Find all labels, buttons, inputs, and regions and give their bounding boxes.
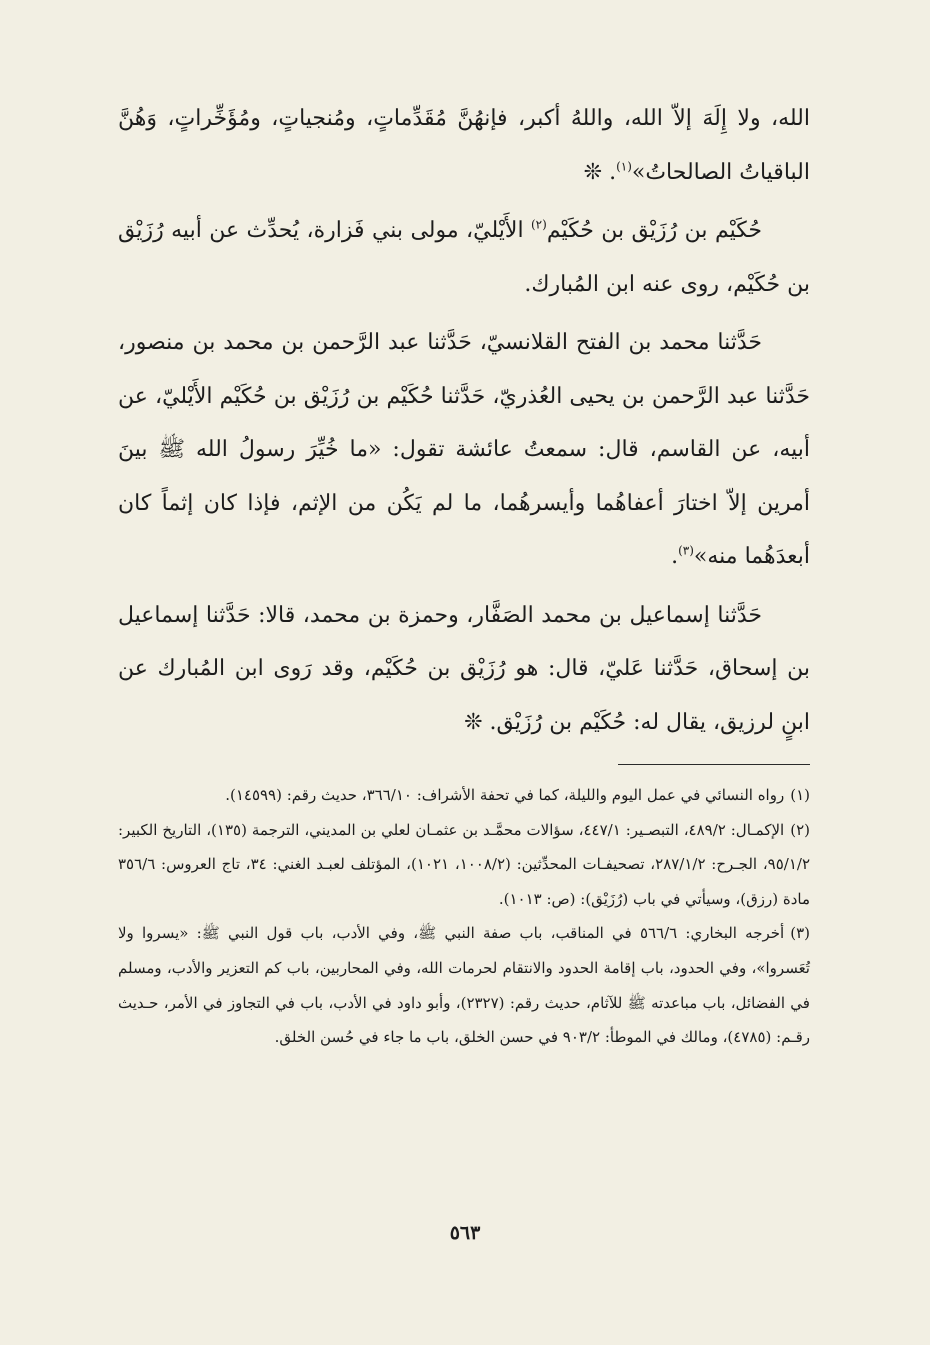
paragraph-1-end: . ❊ [583,159,617,185]
footnote-ref-3[interactable]: (٣) [678,543,694,558]
paragraph-3-end: . [671,544,679,569]
footnote-text: الإكمـال: ٤٨٩/٢، التبصـير: ٤٤٧/١، سؤالات محمَّـد بن عثمـان لعلي بن المديني، الترجمة (١٣٥)، التاريخ الكبير: ٩٥/١/٢، الجـرح: ٢٨٧/١/٢، تصحيفـات المحدِّثين: (١٠٠٨/٢، ١٠٢١)، المؤتلف لعبـد الغني: ٣٤، تاج العروس: ٣٥٦/٦ مادة (رزق)، وسيأتي في باب (رُزَيْق): (ص: ١٠١٣). [118,820,811,908]
paragraph-2-heading: حُكَيْم بن رُزَيْق بن حُكَيْم [546,218,762,243]
footnote-ref-2[interactable]: (٢) [530,217,547,232]
footnote-divider [618,764,810,765]
paragraph-2 [118,204,810,311]
paragraph-4-text: حَدَّثنا إسماعيل بن محمد الصَفَّار، وحمزة بن محمد، قالا: حَدَّثنا إسماعيل بن إسحاق، حَدَّثنا عَليّ، قال: هو رُزَيْق بن حُكَيْم، وقد رَوى ابن المُبارك عن ابنٍ لرزيق، يقال له: حُكَيْم بن رُزَيْق. ❊ [118,602,810,735]
footnote-2 [118,813,810,917]
footnote-number: (١) [790,786,810,804]
footnote-text: أخرجه البخاري: ٥٦٦/٦ في المناقب، باب صفة النبي ﷺ، وفي الأدب، باب قول النبي ﷺ: «يسروا ولا تُعَسروا»، وفي الحدود، باب إقامة الحدود والانتقام لحرمات الله، وفي المحاربين، باب كم التعزير والأدب، ومسلم في الفضائل، باب مباعدته ﷺ للآثام، حديث رقم: (٢٣٢٧)، وأبو داود في الأدب، باب في التجاوز في الأمر، حـديث رقـم: (٤٧٨٥)، ومالك في الموطأ: ٩٠٣/٢ في حسن الخلق، باب ما جاء في حُسن الخلق. [118,924,810,1047]
page-number: ٥٦٣ [449,1222,481,1244]
paragraph-3 [118,316,810,584]
footnote-text: رواه النسائي في عمل اليوم والليلة، كما في تحفة الأشراف: ٣٦٦/١٠، حديث رقم: (١٤٥٩٩). [225,786,785,804]
paragraph-3-text: حَدَّثنا محمد بن الفتح القلانسيّ، حَدَّثنا عبد الرَّحمن بن محمد بن منصور، حَدَّثنا عبد الرَّحمن بن يحيى العُذريّ، حَدَّثنا حُكَيْم بن رُزَيْق بن حُكَيْم الأَيْليّ، عن أبيه، عن القاسم، قال: سمعتُ عائشة تقول: «ما خُيِّرَ رسولُ الله ﷺ بينَ أمرين إلاّ اختارَ أعفاهُما وأيسرهُما، ما لم يَكُن من الإثم، فإذا كان إثماً كان أبعدَهُما منه» [118,330,810,569]
paragraph-2-text: الأَيْليّ، مولى بني فَزارة، يُحدِّث عن أبيه رُزَيْق بن حُكَيْم، روى عنه ابن المُبارك. [118,218,810,297]
footnote-number: (٢) [790,820,810,839]
footnote-3 [118,916,810,1054]
footnote-ref-1[interactable]: (١) [616,159,632,174]
footnote-number: (٣) [790,924,810,943]
paragraph-1 [118,92,810,199]
paragraph-4 [118,589,810,750]
main-text [118,92,810,749]
footnotes [118,778,810,1055]
paragraph-1-text: الله، ولا إِلَهَ إلاّ الله، واللهُ أكبر، فإنهُنَّ مُقَدِّماتٍ، ومُنجياتٍ، ومُؤَخِّراتٍ، وَهُنَّ الباقياتُ الصالحاتُ» [118,106,810,185]
footnote-1 [118,778,810,813]
